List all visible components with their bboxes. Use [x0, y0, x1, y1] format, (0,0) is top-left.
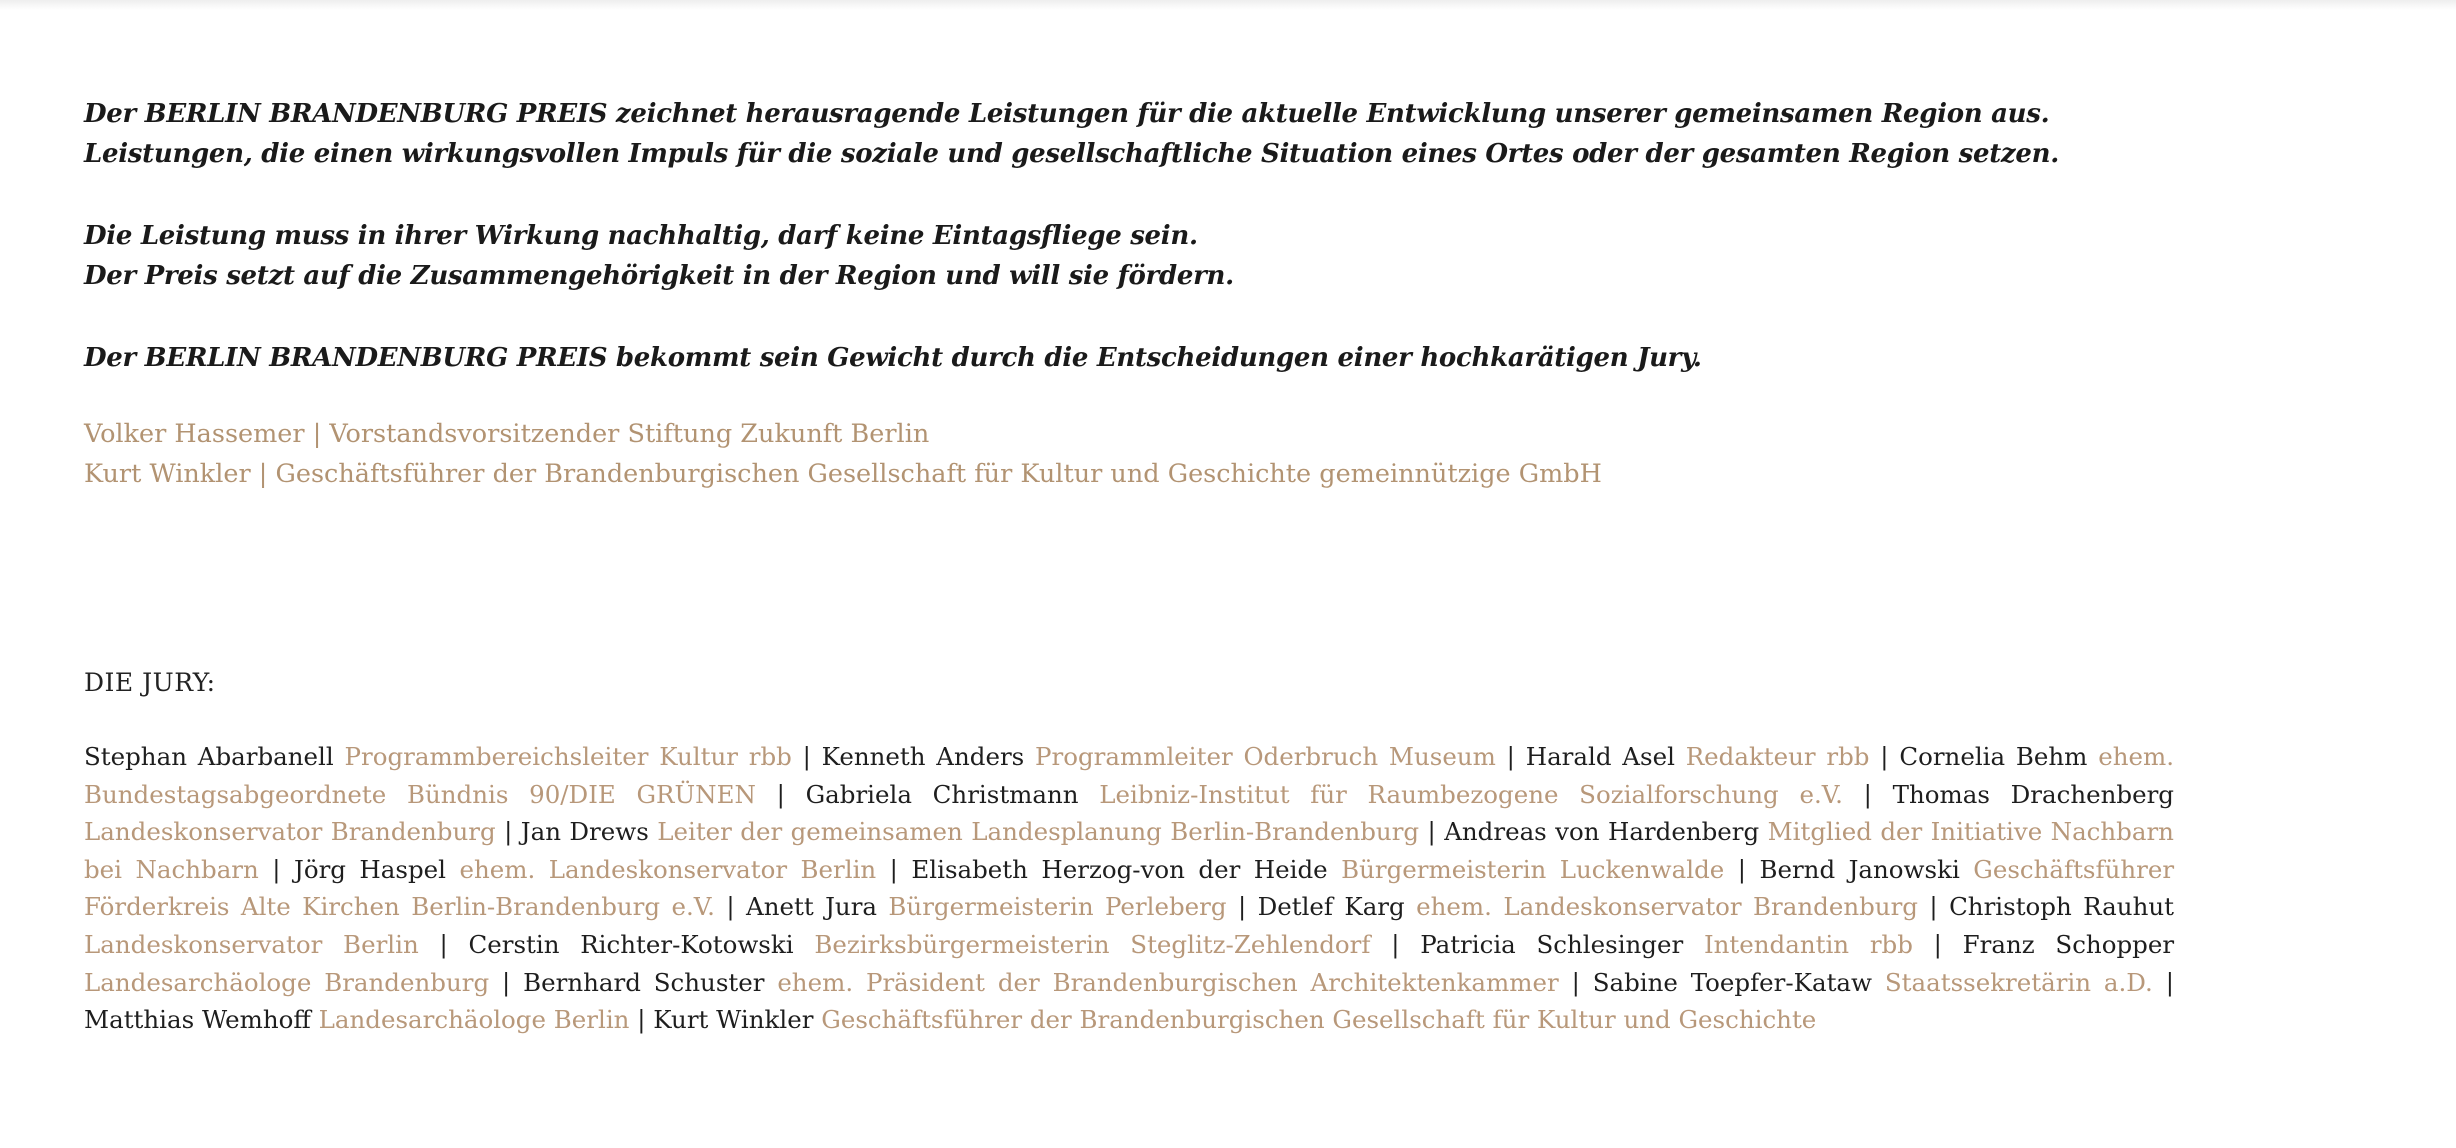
jury-separator: | [1737, 854, 1746, 884]
jury-member-name: Kurt Winkler [653, 1005, 814, 1035]
jury-separator: | [1506, 742, 1515, 771]
jury-member-role: ehem. Bundestagsabgeordnete Bündnis 90/DIE GRÜNEN [84, 742, 2175, 809]
jury-member-name: Kenneth Anders [821, 742, 1025, 771]
jury-member-name: Jörg Haspel [294, 854, 447, 884]
jury-member-name: Bernd Janowski [1759, 854, 1960, 884]
jury-member-name: Harald Asel [1525, 742, 1675, 771]
jury-member [523, 968, 1559, 997]
jury-member-name: Anett Jura [746, 892, 878, 922]
jury-member [1593, 968, 2153, 997]
author-line: Volker Hassemer | Vorstandsvorsitzender Stiftung Zukunft Berlin [84, 419, 930, 449]
jury-member [469, 930, 1371, 959]
jury-separator: | [1427, 817, 1436, 847]
jury-member-role: Leibniz-Institut für Raumbezogene Sozialforschung e.V. [1099, 779, 1843, 809]
jury-heading: DIE JURY: [84, 668, 216, 697]
jury-separator: | [776, 779, 785, 809]
jury-member-name: Matthias Wemhoff [84, 1005, 311, 1035]
jury-separator: | [272, 854, 281, 884]
jury-member-name: Jan Drews [520, 817, 649, 847]
jury-member [822, 742, 1496, 771]
jury-separator: | [504, 817, 513, 847]
jury-member-name: Christoph Rauhut [1949, 892, 2174, 922]
jury-separator: | [1237, 892, 1247, 922]
jury-member-role: Geschäftsführer der Brandenburgischen Gesellschaft für Kultur und Geschichte [821, 1005, 1817, 1035]
jury-member [1258, 892, 1918, 921]
jury-separator: | [1880, 742, 1889, 771]
jury-member-role: ehem. Landeskonservator Berlin [459, 854, 877, 884]
jury-member-name: Elisabeth Herzog-von der Heide [911, 854, 1328, 884]
jury-member [521, 817, 1419, 846]
jury-separator: | [439, 929, 448, 959]
jury-member [911, 855, 1724, 884]
intro-line: Der BERLIN BRANDENBURG PREIS bekommt sein Gewicht durch die Entscheidungen einer hochkarätigen Jury. [84, 343, 1702, 373]
jury-member-name: Thomas Drachenberg [1892, 779, 2174, 809]
jury-member-name: Cornelia Behm [1899, 742, 2088, 771]
jury-member-role: Leiter der gemeinsamen Landesplanung Berlin-Brandenburg [657, 817, 1420, 847]
intro-text [84, 94, 2184, 378]
jury-member-role: Bürgermeisterin Perleberg [888, 892, 1227, 922]
jury-member-name: Detlef Karg [1257, 892, 1405, 922]
jury-member-name: Patricia Schlesinger [1420, 929, 1684, 959]
jury-member-role: Geschäftsführer Förderkreis Alte Kirchen Berlin-Brandenburg e.V. [84, 854, 2175, 922]
jury-separator: | [2165, 967, 2174, 997]
intro-line: Die Leistung muss in ihrer Wirkung nachhaltig, darf keine Eintagsfliege sein. [84, 221, 1198, 251]
jury-member-role: Bezirksbürgermeisterin Steglitz-Zehlendorf [814, 929, 1371, 959]
jury-member [294, 855, 876, 884]
document-page [84, 94, 2184, 494]
jury-member-name: Stephan Abarbanell [84, 742, 334, 771]
jury-separator: | [889, 854, 898, 884]
jury-separator: | [1933, 929, 1942, 959]
jury-member-name: Cerstin Richter-Kotowski [468, 929, 794, 959]
jury-member [1420, 930, 1913, 959]
jury-member-list [84, 738, 2174, 1039]
jury-member [84, 742, 792, 771]
jury-member-role: Mitglied der Initiative Nachbarn bei Nachbarn [84, 817, 2174, 884]
jury-member-role: Landeskonservator Berlin [84, 929, 419, 959]
jury-member [746, 892, 1227, 921]
jury-member [1526, 742, 1870, 771]
jury-member-role: Landesarchäologe Brandenburg [84, 967, 490, 997]
jury-separator: | [1929, 892, 1938, 922]
jury-member-name: Sabine Toepfer-Kataw [1592, 967, 1873, 997]
jury-separator: | [1863, 779, 1872, 809]
jury-member-name: Gabriela Christmann [805, 779, 1079, 809]
jury-separator: | [637, 1005, 646, 1035]
jury-member [653, 1005, 1816, 1034]
intro-paragraph-2 [84, 216, 2184, 296]
jury-member-role: Landeskonservator Brandenburg [84, 817, 496, 847]
authors-block [84, 414, 2184, 494]
jury-member-name: Bernhard Schuster [523, 967, 765, 997]
jury-member-role: ehem. Landeskonservator Brandenburg [1416, 892, 1918, 922]
jury-separator: | [726, 892, 735, 922]
intro-paragraph-3 [84, 338, 2184, 378]
jury-member-role: Bürgermeisterin Luckenwalde [1341, 854, 1725, 884]
jury-member-name: Franz Schopper [1962, 929, 2175, 959]
intro-line: Der BERLIN BRANDENBURG PREIS zeichnet herausragende Leistungen für die aktuelle Entwicklung unserer gemeinsamen Region aus. [84, 99, 2050, 129]
jury-member-role: Intendantin rbb [1703, 929, 1913, 959]
intro-paragraph-1 [84, 94, 2184, 174]
jury-member-role: Programmleiter Oderbruch Museum [1035, 742, 1496, 771]
jury-member-name: Andreas von Hardenberg [1444, 817, 1760, 847]
intro-line: Der Preis setzt auf die Zusammengehörigkeit in der Region und will sie fördern. [84, 261, 1234, 291]
page-top-edge [0, 0, 2456, 10]
jury-member-role: ehem. Präsident der Brandenburgischen Architektenkammer [777, 967, 1559, 997]
jury-member-role: Redakteur rbb [1685, 742, 1870, 771]
jury-separator: | [1571, 967, 1580, 997]
jury-separator: | [802, 742, 811, 771]
jury-member [84, 1005, 629, 1034]
jury-member-role: Staatssekretärin a.D. [1884, 967, 2153, 997]
intro-line: Leistungen, die einen wirkungsvollen Impuls für die soziale und gesellschaftliche Situation eines Ortes oder der gesamten Region setzen. [84, 139, 2059, 169]
jury-member-role: Landesarchäologe Berlin [318, 1005, 630, 1035]
jury-separator: | [502, 967, 511, 997]
jury-member-role: Programmbereichsleiter Kultur rbb [344, 742, 792, 771]
author-line: Kurt Winkler | Geschäftsführer der Brandenburgischen Gesellschaft für Kultur und Geschichte gemeinnützige GmbH [84, 459, 1602, 489]
jury-member [806, 780, 1843, 809]
jury-separator: | [1391, 929, 1400, 959]
